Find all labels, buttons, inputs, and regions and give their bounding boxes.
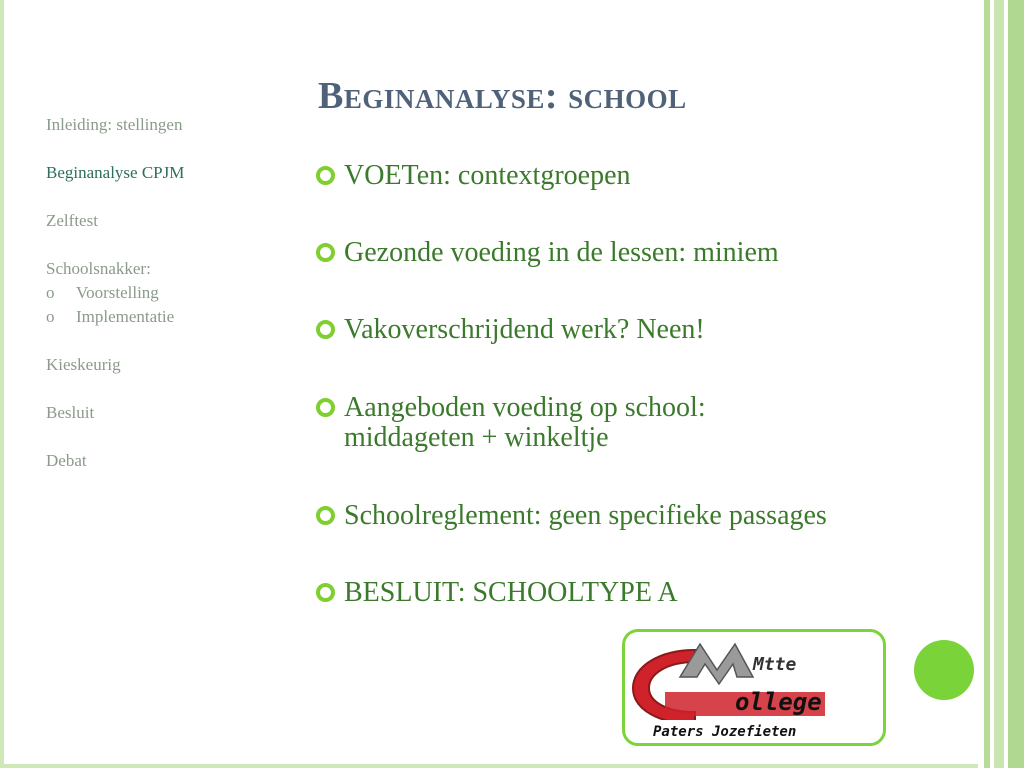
sidebar-item-debat[interactable]: Debat [46, 451, 87, 470]
svg-text:Paters Jozefieten: Paters Jozefieten [653, 724, 797, 740]
slide-title: Beginanalyse: school [318, 75, 687, 117]
bullet-text: Aangeboden voeding op school: middageten + winkeltje [344, 392, 706, 453]
bullet-circle-icon [316, 166, 335, 185]
bullet-text: VOETen: contextgroepen [344, 160, 631, 191]
bullet-text: Gezonde voeding in de lessen: miniem [344, 237, 779, 268]
svg-text:ollege: ollege [735, 688, 822, 716]
sidebar-subitem-voorstelling[interactable] [46, 283, 159, 303]
college-logo-icon [625, 632, 883, 743]
bullet-circle-icon [316, 398, 335, 417]
sidebar-item-besluit[interactable]: Besluit [46, 403, 95, 422]
sidebar-item-inleiding[interactable]: Inleiding: stellingen [46, 115, 183, 134]
sidebar-subitem-label: Voorstelling [76, 283, 159, 302]
school-logo [622, 629, 886, 746]
frame-bottom-border [0, 764, 980, 768]
sidebar-item-schoolsnakker[interactable]: Schoolsnakker: [46, 259, 151, 278]
frame-right-stripes [978, 0, 1024, 768]
sidebar-item-kieskeurig[interactable]: Kieskeurig [46, 355, 121, 374]
bullet-text: Vakoverschrijdend werk? Neen! [344, 314, 705, 345]
bullet-circle-icon [316, 243, 335, 262]
bullet-circle-icon [316, 583, 335, 602]
bullet-text: BESLUIT: SCHOOLTYPE A [344, 577, 678, 608]
frame-left-border [0, 0, 4, 768]
sidebar-item-zelftest[interactable]: Zelftest [46, 211, 98, 230]
sidebar-item-beginanalyse[interactable]: Beginanalyse CPJM [46, 163, 185, 182]
bullet-text: Schoolreglement: geen specifieke passages [344, 500, 827, 531]
bullet-circle-icon [316, 320, 335, 339]
sidebar-subitem-label: Implementatie [76, 307, 175, 326]
bullet-circle-icon [316, 506, 335, 525]
svg-text:Mtte: Mtte [753, 654, 797, 675]
sidebar-subitem-bullet: o [46, 283, 55, 302]
sidebar-subitem-bullet: o [46, 307, 55, 326]
green-circle-decoration [914, 640, 974, 700]
sidebar-subitem-implementatie[interactable] [46, 307, 174, 327]
